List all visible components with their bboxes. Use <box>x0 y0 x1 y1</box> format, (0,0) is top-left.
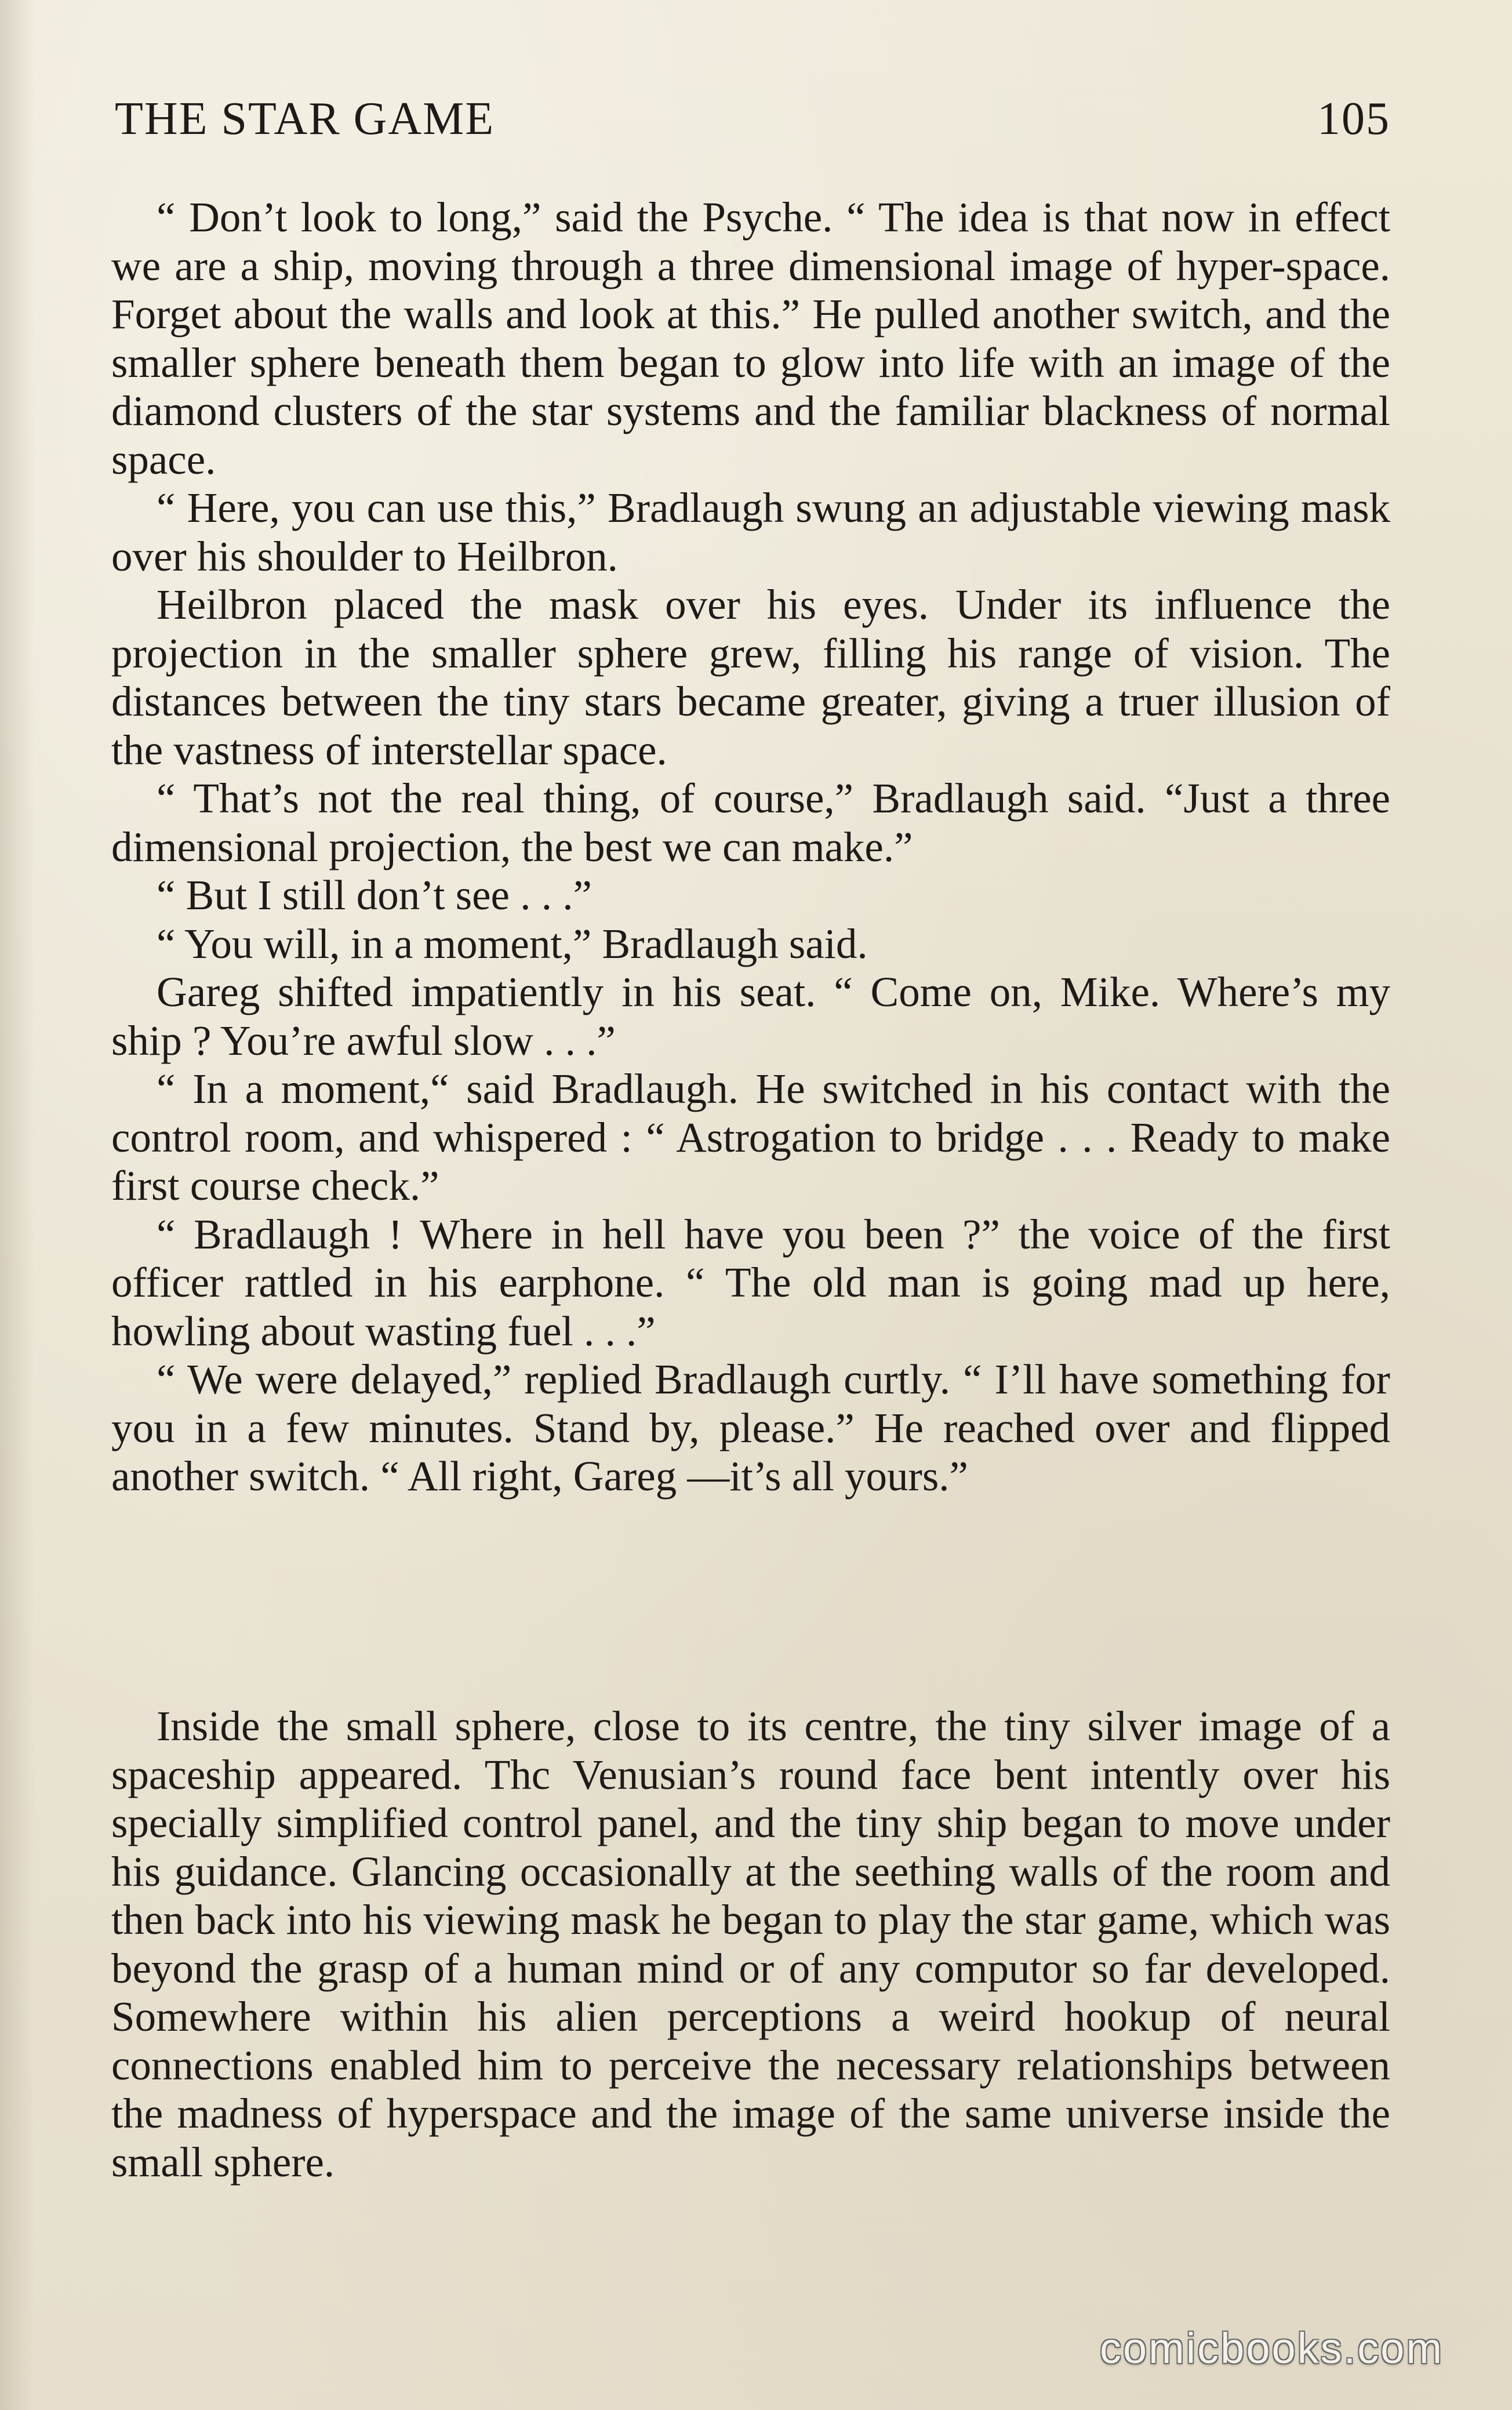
page-number: 105 <box>1317 93 1390 144</box>
book-title: THE STAR GAME <box>115 93 495 144</box>
paragraph: Inside the small sphere, close to its centre, the tiny silver image of a spaceship appeared. Thc Venusian’s round face bent intently over his specially simplified control panel, and the tiny ship began to move under his guidance. Glancing occasionally at the seething walls of the room and then back into his viewing mask he began to play the star game, which was beyond the grasp of a human mind or of any computor so far developed. Somewhere within his alien perceptions a weird hookup of neural connections enabled him to perceive the necessary relationships between the madness of hyperspace and the image of the same universe inside the small sphere. <box>111 1703 1390 2186</box>
paragraph: Gareg shifted impatiently in his seat. “ Come on, Mike. Where’s my ship ? You’re awful slow . . .” <box>111 968 1390 1064</box>
paragraph: “ Here, you can use this,” Bradlaugh swung an adjustable viewing mask over his shoulder to Heilbron. <box>111 484 1390 580</box>
watermark: comicbooks.com <box>1099 2324 1444 2372</box>
paragraph: Heilbron placed the mask over his eyes. Under its influence the projection in the smaller sphere grew, filling his range of vision. The distances between the tiny stars became greater, giving a truer illusion of the vastness of interstellar space. <box>111 581 1390 774</box>
body-text-section-1 <box>111 193 1390 1501</box>
body-text-section-2 <box>111 1702 1390 2186</box>
paragraph: “ That’s not the real thing, of course,” Bradlaugh said. “Just a three dimensional projection, the best we can make.” <box>111 775 1390 870</box>
paragraph: “ In a moment,“ said Bradlaugh. He switched in his contact with the control room, and whispered : “ Astrogation to bridge . . . Ready to make first course check.” <box>111 1065 1390 1209</box>
paragraph: “ You will, in a moment,” Bradlaugh said. <box>157 920 868 967</box>
paragraph: “ Don’t look to long,” said the Psyche. “ The idea is that now in effect we are a ship, moving through a three dimensional image of hyper-space. Forget about the walls and look at this.” He pulled another switch, and the smaller sphere beneath them began to glow into life with an image of the diamond clusters of the star systems and the familiar blackness of normal space. <box>111 194 1390 483</box>
paragraph: “ We were delayed,” replied Bradlaugh curtly. “ I’ll have something for you in a few minutes. Stand by, please.” He reached over and flipped another switch. “ All right, Gareg —it’s all yours.” <box>111 1356 1390 1500</box>
running-header <box>115 87 1390 151</box>
paragraph: “ Bradlaugh ! Where in hell have you been ?” the voice of the first officer rattled in his earphone. “ The old man is going mad up here, howling about wasting fuel . . .” <box>111 1210 1390 1355</box>
paragraph: “ But I still don’t see . . .” <box>157 872 592 919</box>
